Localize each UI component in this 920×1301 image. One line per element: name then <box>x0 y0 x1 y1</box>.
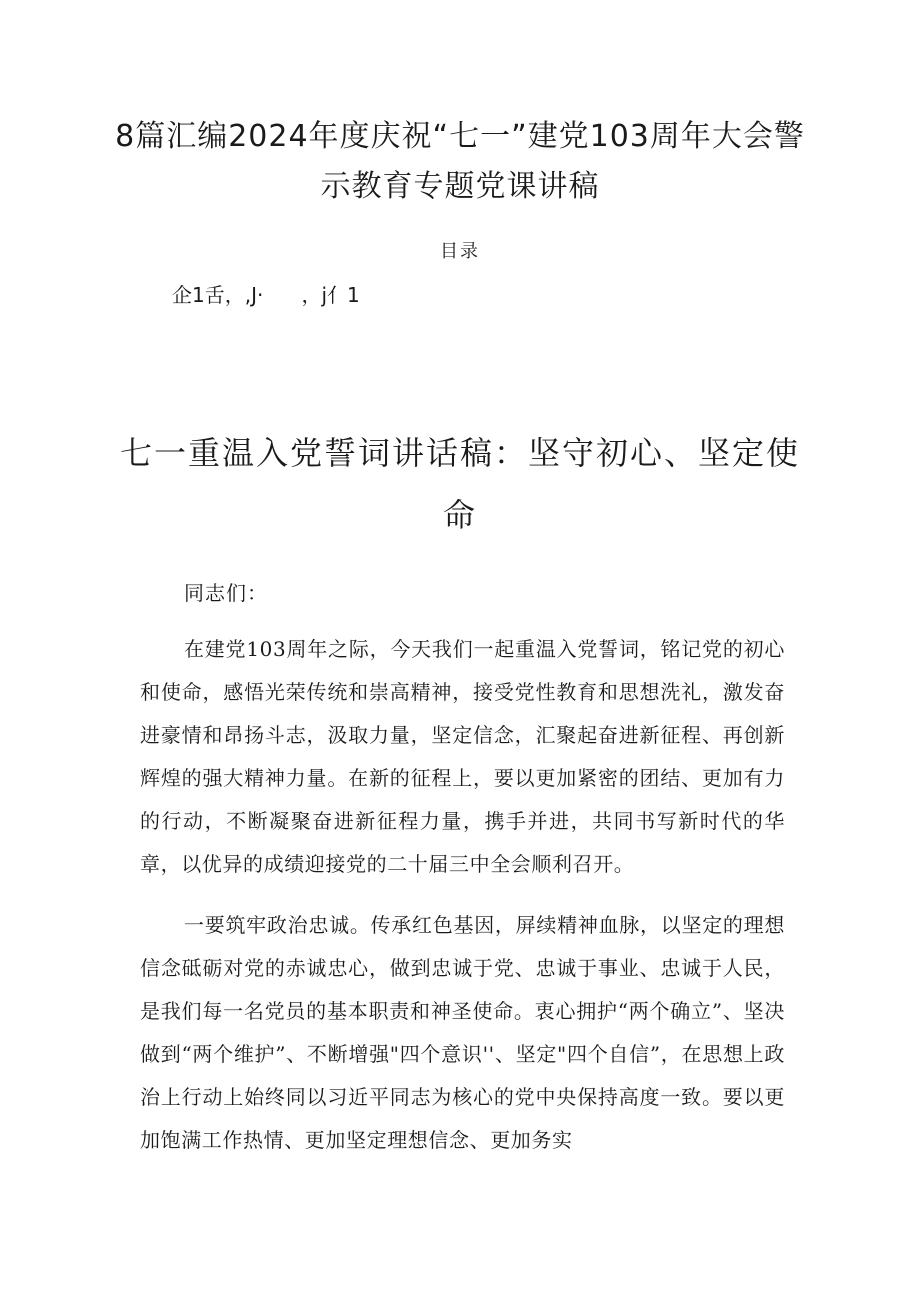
toc-heading: 目录 <box>440 241 480 262</box>
toc-entry: 企1舌，,J· ，j亻1 <box>172 283 360 307</box>
salutation: 同志们： <box>184 581 268 605</box>
body-paragraph-1: 在建党103周年之际，今天我们一起重温入党誓词，铭记党的初心和使命，感悟光荣传统和崇高精神，接受党性教育和思想洗礼，激发奋进豪情和昂扬斗志，汲取力量，坚定信念，汇聚起奋进新征程、再创新辉煌的强大精神力量。在新的征程上，要以更加紧密的团结、更加有力的行动，不断凝聚奋进新征程力量，携手并进，共同书写新时代的华章，以优异的成绩迎接党的二十届三中全会顺利召开。 <box>140 637 785 876</box>
body-paragraph-2: 一要筑牢政治忠诚。传承红色基因，屏续精神血脉，以坚定的理想信念砥砺对党的赤诚忠心，做到忠诚于党、忠诚于事业、忠诚于人民，是我们每一名党员的基本职责和神圣使命。衷心拥护“两个确立”、坚决做到“两个维护”、不断增强"四个意识''、坚定"四个自信”，在思想上政治上行动上始终同以习近平同志为核心的党中央保持高度一致。要以更加饱满工作热情、更加坚定理想信念、更加务实 <box>140 913 785 1152</box>
document-title: 8篇汇编2024年度庆祝“七一”建党103周年大会警示教育专题党课讲稿 <box>115 119 805 204</box>
section-title: 七一重温入党誓词讲话稿：坚守初心、坚定使命 <box>120 434 801 534</box>
